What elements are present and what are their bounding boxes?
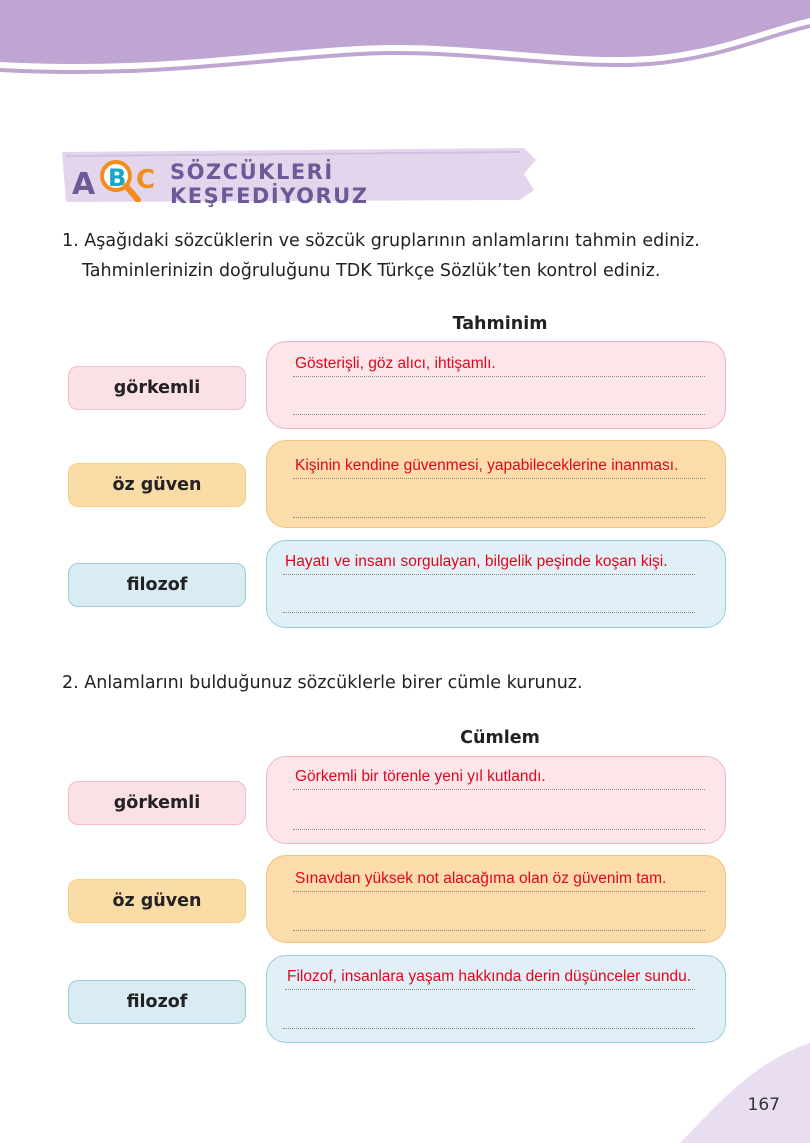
dotted-line <box>293 930 705 931</box>
dotted-line <box>293 789 705 790</box>
dotted-line <box>293 829 705 830</box>
answer-text: Kişinin kendine güvenmesi, yapabileceklerine inanması. <box>295 457 679 474</box>
answer-text: Filozof, insanlara yaşam hakkında derin düşünceler sundu. <box>287 968 692 985</box>
top-wave-decoration <box>0 0 810 95</box>
answer-box[interactable] <box>266 540 726 628</box>
dotted-line <box>283 1028 695 1029</box>
answer-text: Gösterişli, göz alıcı, ihtişamlı. <box>295 355 496 372</box>
section-title: SÖZCÜKLERİ KEŞFEDİYORUZ <box>170 160 369 208</box>
word-label: görkemli <box>68 366 246 410</box>
answer-box[interactable] <box>266 440 726 528</box>
dotted-line <box>293 891 705 892</box>
svg-text:C: C <box>136 165 156 195</box>
svg-text:B: B <box>108 164 127 192</box>
dotted-line <box>293 478 705 479</box>
dotted-line <box>293 517 705 518</box>
answer-text: Hayatı ve insanı sorgulayan, bilgelik peşinde koşan kişi. <box>285 553 668 570</box>
word-label: görkemli <box>68 781 246 825</box>
abc-magnifier-icon <box>70 154 162 202</box>
question-2: 2. Anlamlarını bulduğunuz sözcüklerle birer cümle kurunuz. <box>62 673 583 693</box>
dotted-line <box>285 989 695 990</box>
answer-text: Sınavdan yüksek not alacağıma olan öz güvenim tam. <box>295 870 667 887</box>
answer-box[interactable] <box>266 855 726 943</box>
word-label: filozof <box>68 563 246 607</box>
question-1-line-2: Tahminlerinizin doğruluğunu TDK Türkçe Sözlük’ten kontrol ediniz. <box>82 261 661 281</box>
svg-text:A: A <box>72 167 96 202</box>
dotted-line <box>293 376 705 377</box>
question-1-line-1: 1. Aşağıdaki sözcüklerin ve sözcük gruplarının anlamlarını tahmin ediniz. <box>62 231 700 251</box>
column-label-cumlem: Cümlem <box>460 728 540 748</box>
section-banner <box>62 146 536 208</box>
dotted-line <box>283 612 695 613</box>
corner-decoration <box>680 1043 810 1143</box>
column-label-tahminim: Tahminim <box>452 314 548 334</box>
word-label: filozof <box>68 980 246 1024</box>
word-label: öz güven <box>68 463 246 507</box>
dotted-line <box>293 414 705 415</box>
question-1 <box>62 226 782 286</box>
answer-box[interactable] <box>266 756 726 844</box>
page-number: 167 <box>747 1095 780 1115</box>
word-label: öz güven <box>68 879 246 923</box>
answer-box[interactable] <box>266 341 726 429</box>
answer-box[interactable] <box>266 955 726 1043</box>
answer-text: Görkemli bir törenle yeni yıl kutlandı. <box>295 768 546 785</box>
dotted-line <box>283 574 695 575</box>
